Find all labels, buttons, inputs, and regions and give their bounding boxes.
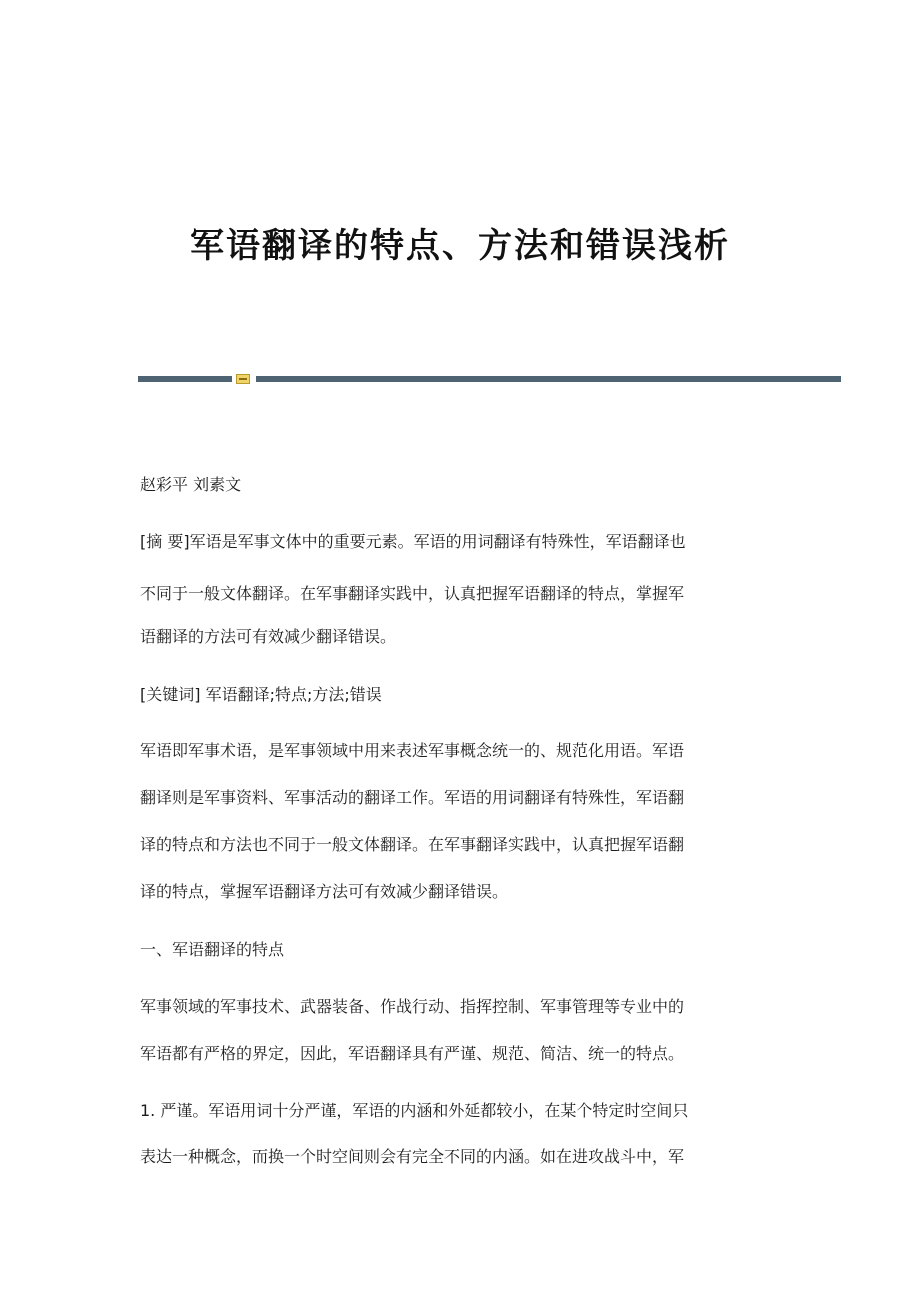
title-divider	[138, 374, 841, 384]
abstract-line: 不同于一般文体翻译。在军事翻译实践中，认真把握军语翻译的特点，掌握军	[140, 584, 685, 603]
divider-bar-right	[256, 376, 841, 382]
envelope-icon	[236, 374, 250, 384]
divider-bar-left	[138, 376, 232, 382]
authors: 赵彩平 刘素文	[140, 475, 242, 494]
intro-line: 翻译则是军事资料、军事活动的翻译工作。军语的用词翻译有特殊性，军语翻	[140, 788, 685, 807]
intro-line: 译的特点，掌握军语翻译方法可有效减少翻译错误。	[140, 882, 509, 901]
point-line: 表达一种概念，而换一个时空间则会有完全不同的内涵。如在进攻战斗中，军	[140, 1147, 685, 1166]
keywords: [关键词] 军语翻译;特点;方法;错误	[140, 685, 382, 704]
section-heading: 一、军语翻译的特点	[140, 940, 285, 959]
point-line: 1. 严谨。军语用词十分严谨，军语的内涵和外延都较小，在某个特定时空间只	[140, 1101, 689, 1120]
abstract-line: 语翻译的方法可有效减少翻译错误。	[140, 627, 397, 646]
document-title: 军语翻译的特点、方法和错误浅析	[190, 226, 730, 266]
section-line: 军语都有严格的界定，因此，军语翻译具有严谨、规范、简洁、统一的特点。	[140, 1044, 685, 1063]
section-line: 军事领域的军事技术、武器装备、作战行动、指挥控制、军事管理等专业中的	[140, 997, 685, 1016]
intro-line: 译的特点和方法也不同于一般文体翻译。在军事翻译实践中，认真把握军语翻	[140, 835, 685, 854]
intro-line: 军语即军事术语，是军事领域中用来表述军事概念统一的、规范化用语。军语	[140, 741, 685, 760]
abstract-line: [摘 要]军语是军事文体中的重要元素。军语的用词翻译有特殊性，军语翻译也	[140, 532, 686, 551]
